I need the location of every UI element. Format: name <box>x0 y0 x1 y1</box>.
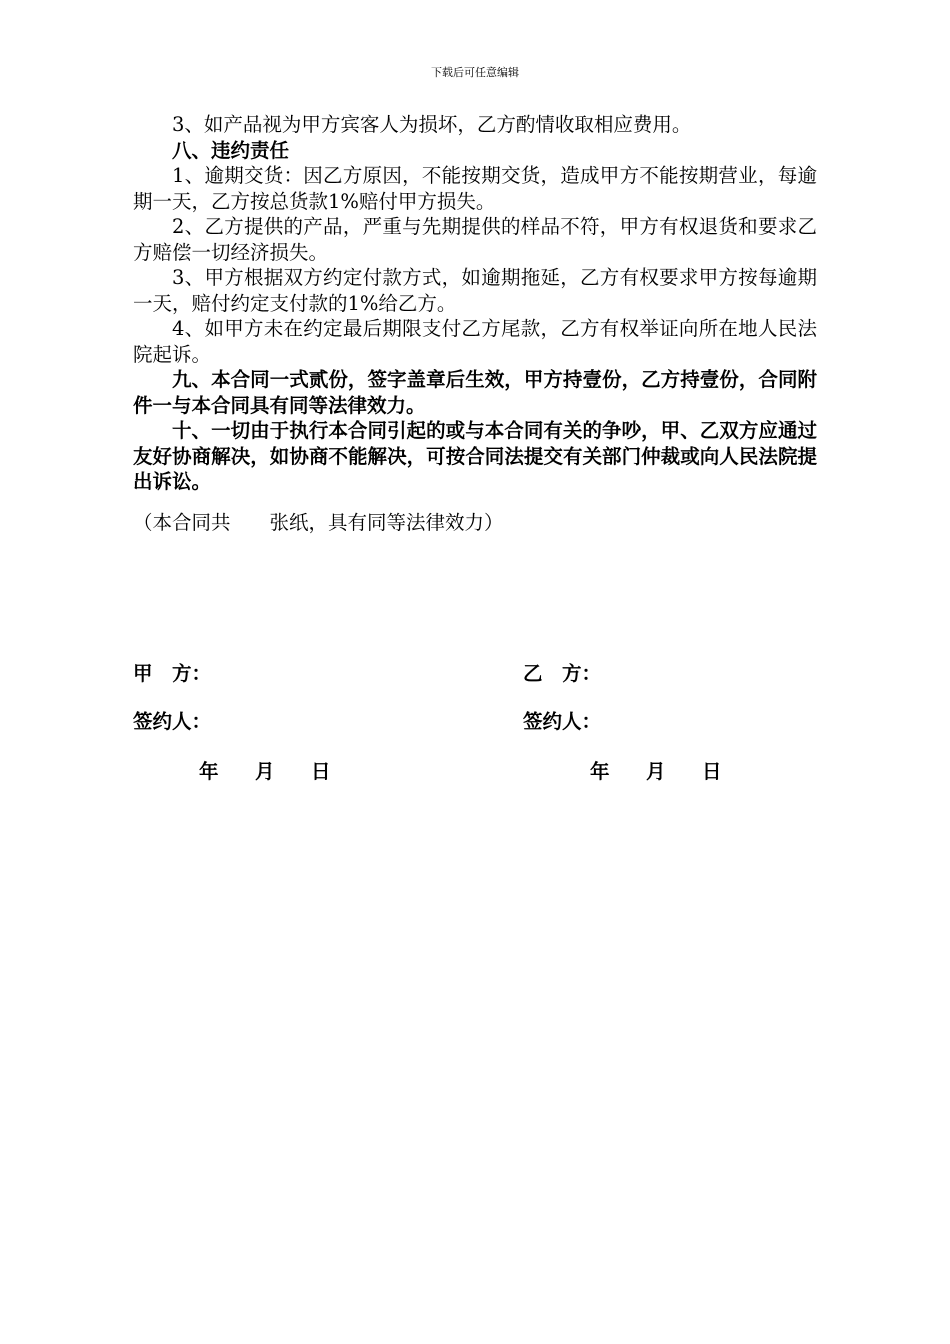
day-label-b: 日 <box>702 760 722 783</box>
section-title-breach: 八、违约责任 <box>172 138 290 162</box>
year-label-b: 年 <box>590 760 610 783</box>
clause-copies: 九、本合同一式贰份，签字盖章后生效，甲方持壹份，乙方持壹份，合同附件一与本合同具有同等法律效力。 <box>133 368 817 417</box>
month-label-a: 月 <box>255 760 275 783</box>
clause-final-payment: 4、如甲方未在约定最后期限支付乙方尾款，乙方有权举证向所在地人民法院起诉。 <box>133 317 817 366</box>
year-label-a: 年 <box>199 760 219 783</box>
page-header: 下载后可任意编辑 <box>431 66 519 79</box>
clause-dispute: 十、一切由于执行本合同引起的或与本合同有关的争吵，甲、乙双方应通过友好协商解决，如协商不能解决，可按合同法提交有关部门仲裁或向人民法院提出诉讼。 <box>133 419 817 493</box>
party-b-label: 乙 方： <box>523 662 602 685</box>
clause-late-payment: 3、甲方根据双方约定付款方式，如逾期拖延，乙方有权要求甲方按每逾期一天，赔付约定支付款的1%给乙方。 <box>133 266 817 315</box>
party-a-label: 甲 方： <box>133 662 212 685</box>
clause-damage-fee: 3、如产品视为甲方宾客人为损坏，乙方酌情收取相应费用。 <box>172 113 692 136</box>
signer-a-label: 签约人： <box>133 710 212 733</box>
day-label-a: 日 <box>311 760 331 783</box>
clause-sample-mismatch: 2、乙方提供的产品，严重与先期提供的样品不符，甲方有权退货和要求乙方赔偿一切经济损失。 <box>133 215 817 264</box>
page-count-note: （本合同共 张纸，具有同等法律效力） <box>133 511 504 534</box>
month-label-b: 月 <box>646 760 666 783</box>
signer-b-label: 签约人： <box>523 710 602 733</box>
contract-body <box>133 112 817 495</box>
clause-late-delivery: 1、逾期交货：因乙方原因，不能按期交货，造成甲方不能按期营业，每逾期一天，乙方按总货款1%赔付甲方损失。 <box>133 164 817 213</box>
